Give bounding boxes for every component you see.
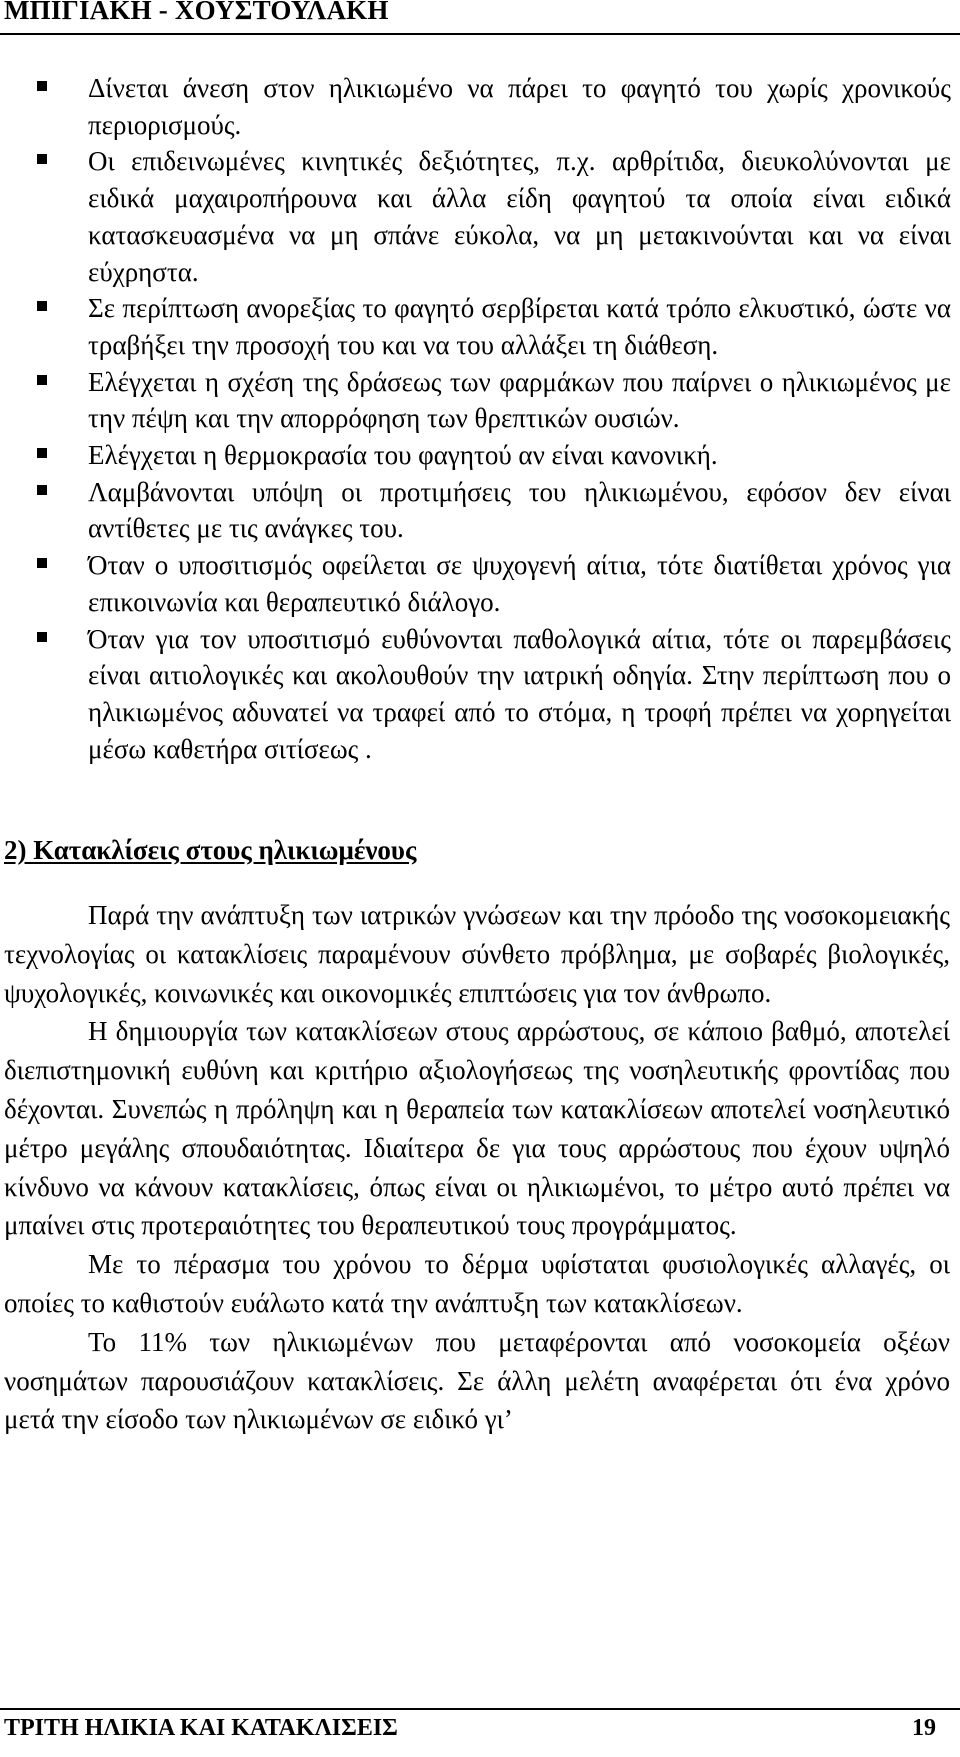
- list-item: [37, 437, 951, 474]
- list-item: [37, 290, 951, 363]
- paragraph: Το 11% των ηλικιωμένων που μεταφέρονται από νοσοκομεία οξέων νοσημάτων παρουσιάζουν κατακλίσεις. Σε άλλη μελέτη αναφέρεται ότι ένα χρόνο μετά την είσοδο των ηλικιωμένων σε ειδικό γι’: [4, 1326, 950, 1435]
- square-bullet-icon: [37, 81, 47, 91]
- footer-title: ΤΡΙΤΗ ΗΛΙΚΙΑ ΚΑΙ ΚΑΤΑΚΛΙΣΕΙΣ: [4, 1715, 398, 1741]
- list-item-text: Οι επιδεινωμένες κινητικές δεξιότητες, π.χ. αρθρίτιδα, διευκολύνονται με ειδικά μαχαιροπήρουνα και άλλα είδη φαγητού τα οποία είναι ειδικά κατασκευασμένα να μη σπάνε εύκολα, να μη μετακινούνται και να είναι εύχρηστα.: [88, 146, 951, 287]
- page-number: 19: [912, 1715, 936, 1741]
- list-item: [37, 364, 951, 437]
- list-item-text: Σε περίπτωση ανορεξίας το φαγητό σερβίρεται κατά τρόπο ελκυστικό, ώστε να τραβήξει την προσοχή του και να του αλλάξει τη διάθεση.: [88, 293, 951, 360]
- square-bullet-icon: [37, 448, 47, 458]
- list-item-text: Ελέγχεται η σχέση της δράσεως των φαρμάκων που παίρνει ο ηλικιωμένος με την πέψη και την απορρόφηση των θρεπτικών ουσιών.: [88, 366, 951, 434]
- list-item-text: Δίνεται άνεση στον ηλικιωμένο να πάρει το φαγητό του χωρίς χρονικούς περιορισμούς.: [88, 73, 951, 140]
- list-item: [37, 143, 951, 290]
- list-item-text: Λαμβάνονται υπόψη οι προτιμήσεις του ηλικιωμένου, εφόσον δεν είναι αντίθετες με τις ανάγκες του.: [88, 476, 951, 544]
- paragraph: Με το πέρασμα του χρόνου το δέρμα υφίσταται φυσιολογικές αλλαγές, οι οποίες το καθιστούν ευάλωτο κατά την ανάπτυξη των κατακλίσεων.: [4, 1249, 950, 1318]
- square-bullet-icon: [37, 375, 47, 385]
- section-body: [4, 896, 950, 1439]
- section-heading: 2) Κατακλίσεις στους ηλικιωμένους: [4, 835, 417, 865]
- square-bullet-icon: [37, 154, 47, 164]
- square-bullet-icon: [37, 632, 47, 642]
- paragraph: Παρά την ανάπτυξη των ιατρικών γνώσεων και την πρόοδο της νοσοκομειακής τεχνολογίας οι κατακλίσεις παραμένουν σύνθετο πρόβλημα, με σοβαρές βιολογικές, ψυχολογικές, κοινωνικές και οικονομικές επιπτώσεις για τον άνθρωπο.: [4, 900, 950, 1008]
- list-item: [37, 474, 951, 547]
- bullet-list: [37, 70, 951, 767]
- square-bullet-icon: [37, 558, 47, 568]
- paragraph: Η δημιουργία των κατακλίσεων στους αρρώστους, σε κάποιο βαθμό, αποτελεί διεπιστημονική ευθύνη και κριτήριο αξιολογήσεως της νοσηλευτικής φροντίδας που δέχονται. Συνεπώς η πρόληψη και η θεραπεία των κατακλίσεων αποτελεί νοσηλευτικό μέτρο μεγάλης σπουδαιότητας. Ιδιαίτερα δε για τους αρρώστους που έχουν υψηλό κίνδυνο να κάνουν κατακλίσεις, όπως είναι οι ηλικιωμένοι, το μέτρο αυτό πρέπει να μπαίνει στις προτεραιότητες του θεραπευτικού τους προγράμματος.: [4, 1016, 950, 1241]
- square-bullet-icon: [37, 301, 47, 311]
- page-header-title: ΜΠΙΓΙΑΚΗ - ΧΟΥΣΤΟΥΛΑΚΗ: [4, 0, 389, 25]
- list-item: [37, 70, 951, 143]
- list-item: [37, 547, 951, 620]
- header-divider: [0, 33, 960, 35]
- list-item: [37, 621, 951, 768]
- square-bullet-icon: [37, 485, 47, 495]
- list-item-text: Όταν ο υποσιτισμός οφείλεται σε ψυχογενή αίτια, τότε διατίθεται χρόνος για επικοινωνία και θεραπευτικό διάλογο.: [88, 550, 951, 617]
- footer-divider: [0, 1708, 960, 1710]
- list-item-text: Όταν για τον υποσιτισμό ευθύνονται παθολογικά αίτια, τότε οι παρεμβάσεις είναι αιτιολογικές και ακολουθούν την ιατρική οδηγία. Στην περίπτωση που ο ηλικιωμένος αδυνατεί να τραφεί από το στόμα, η τροφή πρέπει να χορηγείται μέσω καθετήρα σιτίσεως .: [88, 623, 951, 764]
- list-item-text: Ελέγχεται η θερμοκρασία του φαγητού αν είναι κανονική.: [88, 440, 718, 471]
